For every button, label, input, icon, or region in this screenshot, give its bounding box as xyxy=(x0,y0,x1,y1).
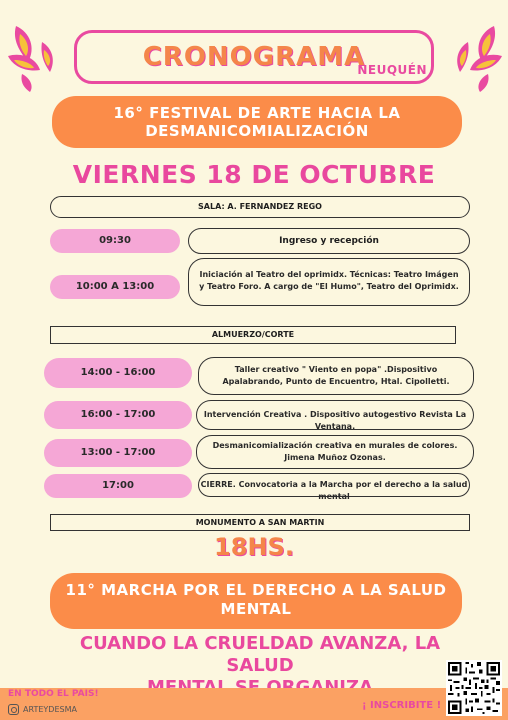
march-line-1: 11° MARCHA POR EL DERECHO A LA SALUD xyxy=(65,581,447,599)
march-line-2: MENTAL xyxy=(220,600,292,618)
schedule-description xyxy=(196,435,474,469)
schedule-description-text: Iniciación al Teatro del oprimidx. Técnicas: Teatro Imágen y Teatro Foro. A cargo de "El Humo", Teatro del Oprimidx. xyxy=(199,270,459,291)
location-label: NEUQUÉN xyxy=(357,63,427,77)
time-pill: 13:00 - 17:00 xyxy=(44,439,192,467)
monument-label: MONUMENTO A SAN MARTIN xyxy=(50,514,470,531)
festival-banner xyxy=(52,96,462,148)
venue-label: SALA: A. FERNANDEZ REGO xyxy=(50,196,470,218)
flower-ornament-right-icon xyxy=(446,22,504,94)
schedule-description xyxy=(188,258,470,306)
schedule-description: Ingreso y recepción xyxy=(188,228,470,254)
instagram-icon xyxy=(8,704,19,715)
schedule-description xyxy=(198,357,474,395)
schedule-description-text: Intervención Creativa . Dispositivo autogestivo Revista La Ventana. xyxy=(203,410,467,431)
time-pill: 09:30 xyxy=(50,229,180,253)
schedule-description-text: Desmanicomialización creativa en murales de colores. Jimena Muñoz Ozonas. xyxy=(212,441,458,462)
instagram-label: ARTEYDESMA xyxy=(23,705,77,714)
slogan-line-1: CUANDO LA CRUELDAD AVANZA, LA SALUD xyxy=(79,633,441,676)
page-title: CRONOGRAMA xyxy=(142,42,366,72)
march-time: 18HS. xyxy=(214,533,294,561)
event-date: VIERNES 18 DE OCTUBRE xyxy=(72,160,436,189)
instagram-handle[interactable] xyxy=(8,704,77,715)
festival-line-1: 16° FESTIVAL DE ARTE HACIA LA xyxy=(113,104,401,122)
schedule-description xyxy=(196,400,474,430)
festival-line-2: DESMANICOMIALIZACIÓN xyxy=(145,122,369,140)
schedule-description-text: Taller creativo " Viento en popa" .Dispositivo Apalabrando, Punto de Encuentro, Htal. Cipolletti. xyxy=(222,365,450,386)
time-pill: 10:00 A 13:00 xyxy=(50,275,180,299)
signup-cta[interactable]: ¡ INSCRIBITE ! xyxy=(362,700,442,711)
time-pill: 14:00 - 16:00 xyxy=(44,358,192,388)
time-pill: 17:00 xyxy=(44,474,192,498)
schedule-description xyxy=(198,473,470,501)
qr-code-icon[interactable] xyxy=(446,660,502,716)
schedule-description-text: CIERRE. Convocatoria a la Marcha por el derecho a la salud mental xyxy=(200,480,468,501)
break-label: ALMUERZO/CORTE xyxy=(50,326,456,344)
march-banner xyxy=(50,573,462,629)
footer-tagline: EN TODO EL PAIS! xyxy=(8,689,99,699)
flower-ornament-left-icon xyxy=(6,22,64,94)
time-pill: 16:00 - 17:00 xyxy=(44,401,192,429)
title-box xyxy=(74,30,434,84)
